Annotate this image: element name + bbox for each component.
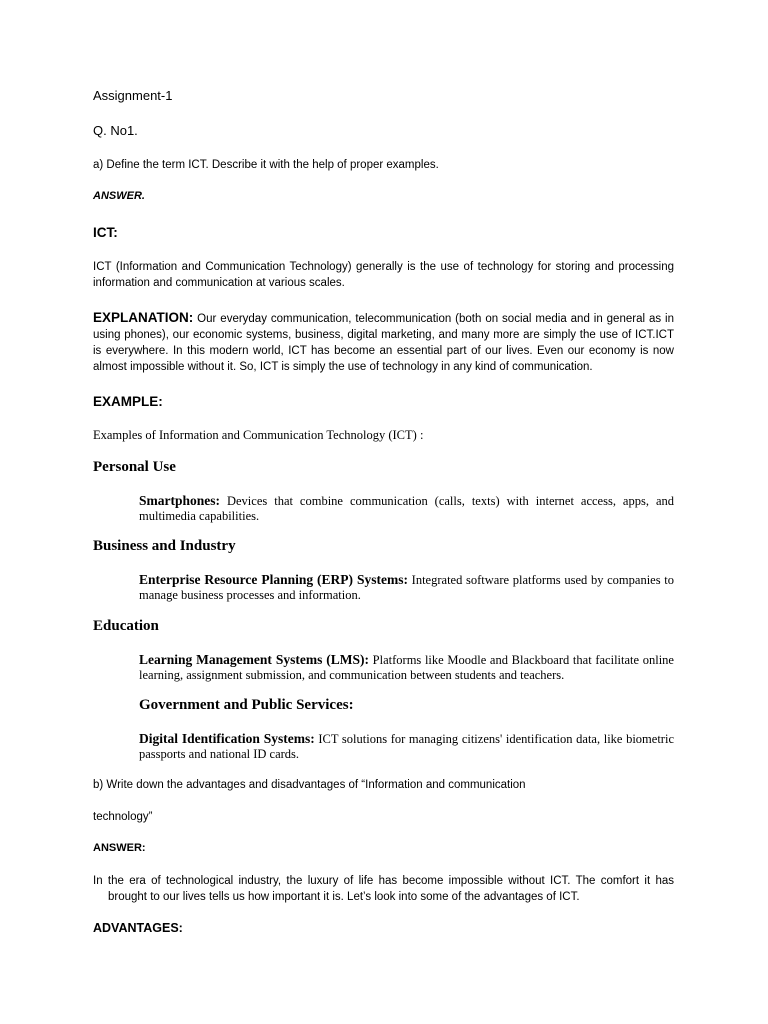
example-lms bbox=[139, 652, 674, 683]
example-description: ICT solutions for managing citizens' identification data, like biometric passports and national ID cards. bbox=[139, 732, 674, 761]
example-term: Learning Management Systems (LMS): bbox=[139, 652, 369, 667]
ict-heading: ICT: bbox=[93, 225, 118, 240]
example-term: Smartphones: bbox=[139, 493, 221, 508]
category-heading-personal-use: Personal Use bbox=[93, 459, 176, 475]
explanation-label: EXPLANATION: bbox=[93, 310, 194, 325]
question-number: Q. No1. bbox=[93, 123, 138, 138]
category-heading-government: Government and Public Services: bbox=[139, 697, 354, 713]
part-a-question: a) Define the term ICT. Describe it with the help of proper examples. bbox=[93, 159, 439, 171]
examples-intro: Examples of Information and Communication Technology (ICT) : bbox=[93, 428, 424, 442]
example-digital-id bbox=[139, 731, 674, 762]
explanation-text: Our everyday communication, telecommunication (both on social media and in general as in using phones), our economic systems, business, digital marketing, and many more are simply the use of ICT.ICT is everywhere. In this modern world, ICT has become an essential part of our lives. Even our economy is now almost impossible without it. So, ICT is simply the use of technology in any kind of communication. bbox=[93, 313, 674, 373]
part-b-question-line2: technology” bbox=[93, 811, 153, 823]
explanation-paragraph bbox=[93, 310, 674, 375]
part-b-question-line1: b) Write down the advantages and disadvantages of “Information and communication bbox=[93, 779, 526, 791]
answer-label-b: ANSWER: bbox=[93, 842, 146, 854]
category-heading-education: Education bbox=[93, 618, 159, 634]
example-term: Digital Identification Systems: bbox=[139, 731, 315, 746]
example-smartphones bbox=[139, 493, 674, 524]
ict-definition: ICT (Information and Communication Technology) generally is the use of technology for storing and processing information and communication at various scales. bbox=[93, 261, 674, 289]
category-heading-business: Business and Industry bbox=[93, 538, 236, 554]
example-term: Enterprise Resource Planning (ERP) Systems: bbox=[139, 572, 408, 587]
example-description: Platforms like Moodle and Blackboard that facilitate online learning, assignment submission, and communication between students and teachers. bbox=[139, 653, 674, 682]
assignment-title: Assignment-1 bbox=[93, 88, 173, 103]
advantages-heading: ADVANTAGES: bbox=[93, 921, 183, 935]
example-description: Integrated software platforms used by companies to manage business processes and information. bbox=[139, 573, 674, 602]
answer-label-a: ANSWER. bbox=[93, 190, 145, 202]
example-erp bbox=[139, 572, 674, 603]
example-description: Devices that combine communication (calls, texts) with internet access, apps, and multimedia capabilities. bbox=[139, 494, 674, 523]
part-b-intro: In the era of technological industry, the luxury of life has become impossible without ICT. The comfort it has brought to our lives tells us how important it is. Let’s look into some of the advantages of ICT. bbox=[93, 875, 674, 903]
example-heading: EXAMPLE: bbox=[93, 394, 163, 409]
